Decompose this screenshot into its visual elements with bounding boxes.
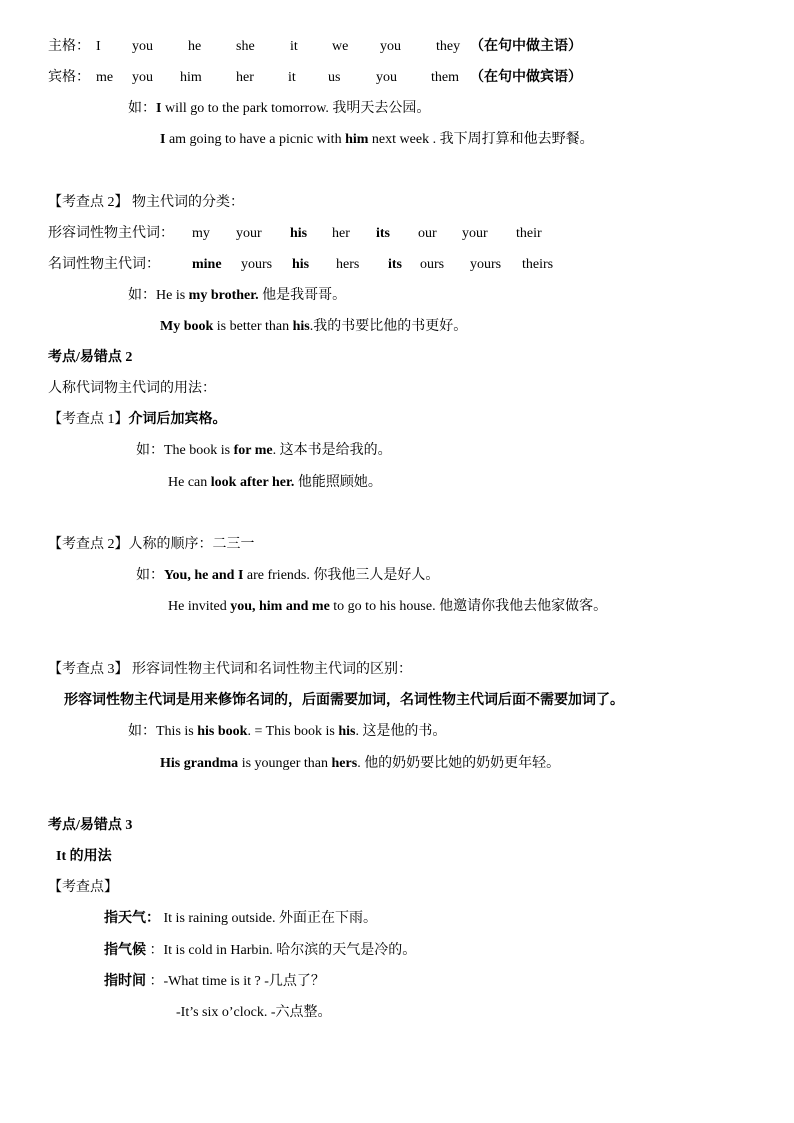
- noun-word-1: mine: [192, 257, 222, 272]
- noun-word-2: yours: [241, 257, 273, 272]
- it-climate-row: 指气候 ：It is cold in Harbin. 哈尔滨的天气是冷的。: [104, 943, 417, 958]
- adj-word-5: its: [376, 226, 390, 241]
- it-weather-row: 指天气： It is raining outside. 外面正在下雨。: [104, 911, 377, 926]
- object-word-5: it: [288, 70, 296, 85]
- subject-word-2: you: [132, 39, 153, 54]
- subject-word-1: I: [96, 39, 101, 54]
- kp3-rule: 形容词性物主代词是用来修饰名词的，后面需要加词，名词性物主代词后面不需要加词了。: [64, 693, 624, 708]
- subject-word-4: she: [236, 39, 255, 54]
- object-case-note: （在句中做宾语）: [470, 70, 582, 85]
- kp1-example-1: 如：The book is for me. 这本书是给我的。: [136, 443, 392, 458]
- object-word-3: him: [180, 70, 202, 85]
- object-word-7: you: [376, 70, 397, 85]
- case-example-1: 如：I will go to the park tomorrow. 我明天去公园。: [128, 101, 431, 116]
- noun-word-8: theirs: [522, 257, 554, 272]
- object-word-4: her: [236, 70, 254, 85]
- kp3-title: 【考查点 3】 形容词性物主代词和名词性物主代词的区别：: [48, 662, 412, 677]
- object-word-8: them: [431, 70, 459, 85]
- object-word-2: you: [132, 70, 153, 85]
- kp2-order-example-1: 如：You, he and I are friends. 你我他三人是好人。: [136, 568, 440, 583]
- kp3-example-1: 如：This is his book. = This book is his. 这是他的书。: [128, 724, 447, 739]
- possessive-example-1: 如：He is my brother. 他是我哥哥。: [128, 288, 347, 303]
- section3-subtitle: It 的用法: [56, 849, 112, 864]
- adj-word-6: our: [418, 226, 437, 241]
- noun-word-4: hers: [336, 257, 360, 272]
- object-case-label: 宾格：: [48, 70, 90, 85]
- it-time-row-2: -It’s six o’clock. -六点整。: [176, 1005, 332, 1020]
- section2-subtitle: 人称代词物主代词的用法：: [48, 381, 216, 396]
- noun-possessive-row: [48, 255, 608, 275]
- kp2-order-example-2: He invited you, him and me to go to his house. 他邀请你我他去他家做客。: [168, 599, 608, 614]
- object-word-6: us: [328, 70, 341, 85]
- object-word-1: me: [96, 70, 114, 85]
- adj-word-1: my: [192, 226, 210, 241]
- noun-word-7: yours: [470, 257, 502, 272]
- adj-word-3: his: [290, 226, 308, 241]
- adj-word-7: your: [462, 226, 488, 241]
- adj-word-4: her: [332, 226, 350, 241]
- adj-word-2: your: [236, 226, 262, 241]
- subject-word-5: it: [290, 39, 298, 54]
- subject-word-7: you: [380, 39, 401, 54]
- subject-word-3: he: [188, 39, 202, 54]
- adj-possessive-row: [48, 224, 608, 244]
- kp2-order-title: 【考查点 2】人称的顺序：二三一: [48, 537, 255, 552]
- section3-kp-title: 【考查点】: [48, 880, 118, 895]
- subject-case-label: 主格：: [48, 39, 90, 54]
- adj-word-8: their: [516, 226, 542, 241]
- subject-case-row: [48, 37, 668, 57]
- noun-possessive-label: 名词性物主代词：: [48, 257, 160, 272]
- noun-word-5: its: [388, 257, 402, 272]
- object-case-row: [48, 68, 668, 88]
- section3-heading: 考点/易错点 3: [48, 818, 133, 833]
- noun-word-6: ours: [420, 257, 445, 272]
- noun-word-3: his: [292, 257, 310, 272]
- case-example-2: I am going to have a picnic with him next week . 我下周打算和他去野餐。: [160, 132, 594, 147]
- kp3-example-2: His grandma is younger than hers. 他的奶奶要比她的奶奶更年轻。: [160, 756, 561, 771]
- section2-heading: 考点/易错点 2: [48, 350, 133, 365]
- kp1-example-2: He can look after her. 他能照顾她。: [168, 475, 382, 490]
- subject-word-6: we: [332, 39, 349, 54]
- possessive-example-2: My book is better than his.我的书要比他的书更好。: [160, 319, 468, 334]
- subject-case-note: （在句中做主语）: [470, 39, 582, 54]
- kp2-possessive-title: 【考查点 2】 物主代词的分类：: [48, 195, 244, 210]
- it-time-row: 指时间 ：-What time is it ? -几点了？: [104, 974, 325, 989]
- kp1-title: 【考查点 1】介词后加宾格。: [48, 412, 227, 427]
- adj-possessive-label: 形容词性物主代词：: [48, 226, 174, 241]
- subject-word-8: they: [436, 39, 461, 54]
